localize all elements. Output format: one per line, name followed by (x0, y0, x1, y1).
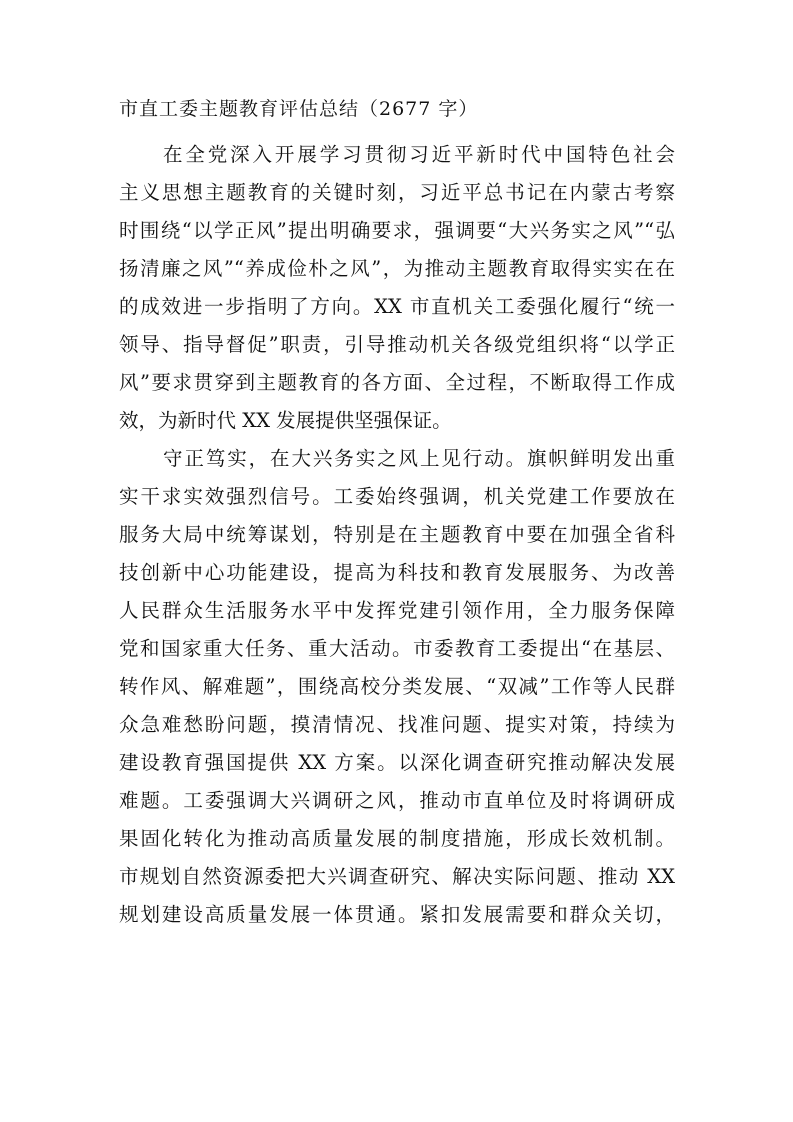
paragraph-line: 服务大局中统筹谋划，特别是在主题教育中要在加强全省科 (119, 523, 675, 546)
paragraph-line: 技创新中心功能建设，提高为科技和教育发展服务、为改善 (119, 561, 675, 584)
paragraph-line: 转作风、解难题”，围绕高校分类发展、“双减”工作等人民群 (119, 675, 675, 698)
paragraph-line: 在全党深入开展学习贯彻习近平新时代中国特色社会 (163, 143, 675, 166)
paragraph-line: 风”要求贯穿到主题教育的各方面、全过程，不断取得工作成 (119, 371, 675, 394)
paragraph-line: 市规划自然资源委把大兴调查研究、解决实际问题、推动 XX (119, 865, 675, 888)
paragraph-line: 党和国家重大任务、重大活动。市委教育工委提出“在基层、 (119, 637, 675, 660)
paragraph-line: 难题。工委强调大兴调研之风，推动市直单位及时将调研成 (119, 789, 675, 812)
paragraph-line: 众急难愁盼问题，摸清情况、找准问题、提实对策，持续为 (119, 713, 675, 736)
paragraph-line: 的成效进一步指明了方向。XX 市直机关工委强化履行“统一 (119, 295, 675, 318)
paragraph-line: 时围绕“以学正风”提出明确要求，强调要“大兴务实之风”“弘 (119, 219, 675, 242)
paragraph-line: 效，为新时代 XX 发展提供坚强保证。 (119, 409, 452, 432)
paragraph-line: 领导、指导督促”职责，引导推动机关各级党组织将“以学正 (119, 333, 675, 356)
paragraph-line: 人民群众生活服务水平中发挥党建引领作用，全力服务保障 (119, 599, 675, 622)
paragraph-line: 主义思想主题教育的关键时刻，习近平总书记在内蒙古考察 (119, 181, 675, 204)
paragraph-line: 规划建设高质量发展一体贯通。紧扣发展需要和群众关切， (119, 903, 675, 926)
paragraph-line: 果固化转化为推动高质量发展的制度措施，形成长效机制。 (119, 827, 675, 850)
paragraph-line: 实干求实效强烈信号。工委始终强调，机关党建工作要放在 (119, 485, 675, 508)
paragraph-line: 扬清廉之风”“养成俭朴之风”，为推动主题教育取得实实在在 (119, 257, 675, 280)
paragraph-line: 守正笃实，在大兴务实之风上见行动。旗帜鲜明发出重 (163, 447, 675, 470)
paragraph-line: 建设教育强国提供 XX 方案。以深化调查研究推动解决发展 (119, 751, 675, 774)
document-title: 市直工委主题教育评估总结（2677 字） (119, 98, 479, 120)
